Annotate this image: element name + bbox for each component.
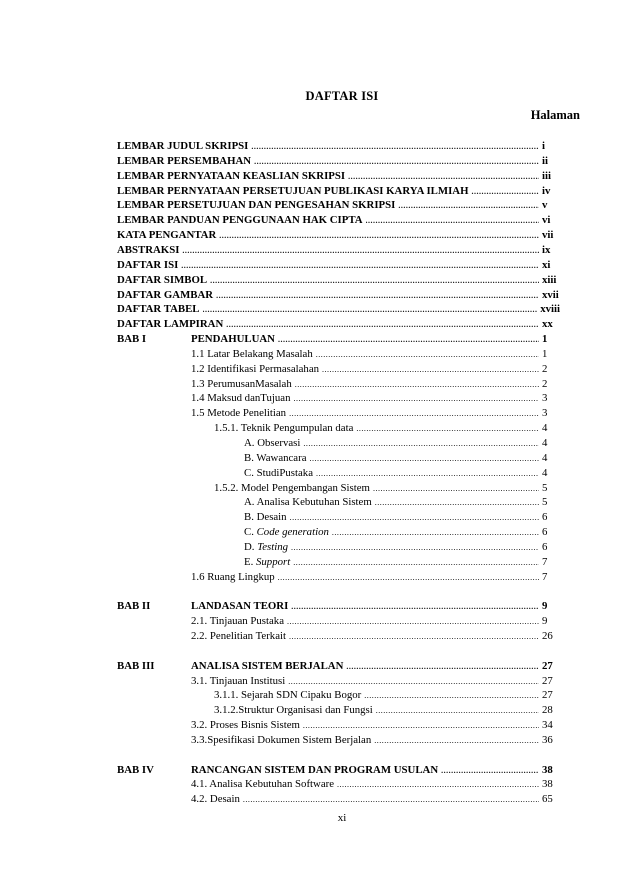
toc-entry-label: D. Testing bbox=[244, 540, 289, 553]
toc-page-number: 2 bbox=[542, 362, 548, 375]
toc-page-number: 9 bbox=[542, 615, 548, 628]
chapter-number: BAB IV bbox=[117, 763, 154, 776]
toc-page-number: xiii bbox=[542, 273, 557, 286]
leader-dots bbox=[366, 214, 539, 228]
toc-entry bbox=[117, 302, 560, 316]
toc-entry-label: 1.5.1. Teknik Pengumpulan data bbox=[214, 422, 354, 435]
leader-dots bbox=[375, 496, 539, 510]
toc-entry-label: RANCANGAN SISTEM DAN PROGRAM USULAN bbox=[191, 763, 439, 776]
toc-entry-label: 1.6 Ruang Lingkup bbox=[191, 570, 275, 583]
leader-dots bbox=[471, 185, 539, 199]
leader-dots bbox=[287, 615, 539, 629]
toc-entry bbox=[117, 198, 560, 212]
toc-entry-label: LEMBAR PERNYATAAN PERSETUJUAN PUBLIKASI KARYA ILMIAH bbox=[117, 184, 469, 197]
toc-entry-label: 2.1. Tinjauan Pustaka bbox=[191, 615, 284, 628]
toc-page-number: xi bbox=[542, 258, 551, 271]
toc-entry bbox=[214, 688, 560, 702]
toc-page-number: 1 bbox=[542, 347, 548, 360]
toc-entry bbox=[191, 659, 560, 673]
leader-dots bbox=[303, 719, 539, 733]
toc-entry-label: ANALISA SISTEM BERJALAN bbox=[191, 659, 344, 672]
toc-entry-label: 3.1.1. Sejarah SDN Cipaku Bogor bbox=[214, 689, 362, 702]
leader-dots bbox=[243, 793, 539, 807]
toc-entry bbox=[244, 525, 560, 539]
leader-dots bbox=[295, 378, 539, 392]
toc-page-number: 4 bbox=[542, 451, 548, 464]
chapter-number: BAB III bbox=[117, 659, 155, 672]
toc-entry bbox=[244, 510, 560, 524]
toc-page-number: ix bbox=[542, 243, 551, 256]
toc-entry bbox=[117, 228, 560, 242]
toc-page-number: 27 bbox=[542, 674, 553, 687]
toc-entry bbox=[244, 466, 560, 480]
toc-entry-label: DAFTAR GAMBAR bbox=[117, 288, 214, 301]
toc-page-number: 28 bbox=[542, 704, 553, 717]
toc-page-number: 27 bbox=[542, 689, 553, 702]
leader-dots bbox=[293, 556, 539, 570]
leader-dots bbox=[181, 259, 539, 273]
toc-entry-label: DAFTAR ISI bbox=[117, 258, 179, 271]
leader-dots bbox=[293, 392, 539, 406]
toc-entry bbox=[244, 540, 560, 554]
toc-page-number: xvii bbox=[542, 288, 559, 301]
chapter-number: BAB I bbox=[117, 333, 147, 346]
toc-entry bbox=[117, 139, 560, 153]
toc-entry bbox=[191, 391, 560, 405]
toc-entry-label: KATA PENGANTAR bbox=[117, 229, 217, 242]
toc-entry bbox=[191, 792, 560, 806]
leader-dots bbox=[322, 363, 539, 377]
toc-entry-label: 4.2. Desain bbox=[191, 793, 240, 806]
toc-entry-label: 3.1. Tinjauan Institusi bbox=[191, 674, 286, 687]
toc-entry-label: 3.1.2.Struktur Organisasi dan Fungsi bbox=[214, 704, 373, 717]
leader-dots bbox=[278, 333, 539, 347]
toc-entry-label: DAFTAR SIMBOL bbox=[117, 273, 208, 286]
toc-entry bbox=[214, 481, 560, 495]
toc-entry bbox=[191, 733, 560, 747]
toc-entry bbox=[191, 763, 560, 777]
toc-page-number: xx bbox=[542, 318, 553, 331]
toc-entry-label: 1.1 Latar Belakang Masalah bbox=[191, 347, 313, 360]
toc-entry-label: DAFTAR TABEL bbox=[117, 303, 200, 316]
leader-dots bbox=[309, 452, 539, 466]
leader-dots bbox=[374, 734, 539, 748]
toc-page-number: vii bbox=[542, 229, 554, 242]
toc-page-number: 6 bbox=[542, 511, 548, 524]
page-number: xi bbox=[337, 812, 347, 824]
leader-dots bbox=[290, 511, 539, 525]
toc-entry bbox=[117, 169, 560, 183]
toc-page-number: 7 bbox=[542, 555, 548, 568]
leader-dots bbox=[303, 437, 539, 451]
toc-entry-label: LANDASAN TEORI bbox=[191, 600, 289, 613]
toc-page-number: 26 bbox=[542, 630, 553, 642]
toc-page-number: xviii bbox=[540, 303, 560, 316]
toc-page-number: iv bbox=[542, 184, 551, 197]
leader-dots bbox=[216, 289, 539, 303]
toc-entry-label: 2.2. Penelitian Terkait bbox=[191, 630, 286, 642]
toc-entry-label: 3.2. Proses Bisnis Sistem bbox=[191, 719, 300, 732]
leader-dots bbox=[182, 244, 539, 258]
toc-entry-label: B. Desain bbox=[244, 511, 287, 524]
toc-entry bbox=[191, 377, 560, 391]
toc-page-number: 1 bbox=[542, 333, 548, 346]
toc-page-number: 4 bbox=[542, 466, 548, 479]
toc-entry-label: 1.5.2. Model Pengembangan Sistem bbox=[214, 481, 370, 494]
toc-entry-label: ABSTRAKSI bbox=[117, 243, 180, 256]
toc-entry bbox=[191, 362, 560, 376]
leader-dots bbox=[337, 778, 539, 792]
toc-entry-label: C. Code generation bbox=[244, 526, 329, 539]
leader-dots bbox=[226, 318, 539, 332]
toc-page-number: 4 bbox=[542, 437, 548, 449]
toc-entry bbox=[191, 570, 560, 584]
toc-entry bbox=[244, 555, 560, 569]
toc-entry-label: 1.2 Identifikasi Permasalahan bbox=[191, 362, 320, 375]
leader-dots bbox=[289, 407, 539, 421]
toc-entry bbox=[117, 258, 560, 272]
leader-dots bbox=[348, 170, 539, 184]
toc-entry-label: LEMBAR PERSEMBAHAN bbox=[117, 154, 252, 167]
toc-page-number: 38 bbox=[542, 763, 553, 776]
toc-page-number: 7 bbox=[542, 570, 548, 583]
toc-page-number: 4 bbox=[542, 422, 548, 435]
leader-dots bbox=[289, 630, 539, 644]
toc-page-number: 36 bbox=[542, 733, 553, 746]
toc-page-number: 9 bbox=[542, 600, 548, 613]
leader-dots bbox=[210, 274, 539, 288]
toc-entry bbox=[117, 243, 560, 257]
toc-entry-label: LEMBAR JUDUL SKRIPSI bbox=[117, 140, 249, 152]
toc-page-number: 3 bbox=[542, 407, 548, 420]
leader-dots bbox=[203, 303, 538, 317]
toc-page-number: vi bbox=[542, 214, 551, 227]
toc-entry-label: 4.1. Analisa Kebutuhan Software bbox=[191, 778, 335, 791]
toc-entry bbox=[117, 317, 560, 331]
leader-dots bbox=[316, 348, 539, 362]
toc-entry-label: A. Analisa Kebutuhan Sistem bbox=[244, 496, 372, 509]
toc-entry-label: LEMBAR PERNYATAAN KEASLIAN SKRIPSI bbox=[117, 169, 346, 182]
toc-entry bbox=[244, 451, 560, 465]
toc-entry bbox=[191, 406, 560, 420]
toc-entry-label: B. Wawancara bbox=[244, 451, 307, 464]
toc-entry bbox=[191, 777, 560, 791]
toc-entry bbox=[244, 495, 560, 509]
toc-entry-label: LEMBAR PERSETUJUAN DAN PENGESAHAN SKRIPSI bbox=[117, 199, 396, 212]
toc-entry-label: A. Observasi bbox=[244, 437, 301, 449]
toc-entry bbox=[191, 718, 560, 732]
toc-entry bbox=[244, 436, 560, 450]
leader-dots bbox=[291, 541, 539, 555]
toc-entry bbox=[191, 599, 560, 613]
toc-entry bbox=[117, 154, 560, 168]
toc-entry bbox=[191, 674, 560, 688]
toc-page-number: 27 bbox=[542, 659, 553, 672]
leader-dots bbox=[288, 675, 539, 689]
toc-page-number: i bbox=[542, 140, 545, 152]
toc-entry bbox=[191, 332, 560, 346]
leader-dots bbox=[373, 482, 539, 496]
leader-dots bbox=[219, 229, 539, 243]
toc-page-number: iii bbox=[542, 169, 551, 182]
toc-entry bbox=[191, 614, 560, 628]
toc-page-number: 3 bbox=[542, 392, 548, 405]
toc-entry bbox=[117, 273, 560, 287]
page-title: DAFTAR ISI bbox=[305, 89, 379, 103]
toc-entry bbox=[191, 347, 560, 361]
toc-entry-label: 3.3.Spesifikasi Dokumen Sistem Berjalan bbox=[191, 733, 372, 746]
toc-page-number: 34 bbox=[542, 719, 553, 732]
leader-dots bbox=[376, 704, 539, 718]
leader-dots bbox=[364, 689, 539, 703]
leader-dots bbox=[346, 660, 539, 674]
toc-page-number: 6 bbox=[542, 540, 548, 553]
leader-dots bbox=[356, 422, 539, 436]
leader-dots bbox=[316, 467, 539, 481]
toc-page-number: 5 bbox=[542, 481, 548, 494]
toc-page-number: 38 bbox=[542, 778, 553, 791]
halaman-header: Halaman bbox=[530, 108, 580, 122]
leader-dots bbox=[254, 155, 539, 169]
leader-dots bbox=[278, 571, 539, 585]
leader-dots bbox=[441, 764, 539, 778]
toc-page-number: 5 bbox=[542, 496, 548, 509]
toc-entry bbox=[191, 629, 560, 643]
toc-page-number: v bbox=[542, 199, 548, 212]
toc-entry bbox=[117, 184, 560, 198]
toc-page-number: 2 bbox=[542, 377, 548, 390]
chapter-number: BAB II bbox=[117, 600, 151, 613]
toc-entry-label: DAFTAR LAMPIRAN bbox=[117, 318, 224, 331]
leader-dots bbox=[251, 140, 539, 154]
toc-entry-label: 1.5 Metode Penelitian bbox=[191, 407, 287, 420]
toc-page-number: ii bbox=[542, 154, 548, 167]
toc-entry bbox=[214, 421, 560, 435]
toc-page-number: 6 bbox=[542, 526, 548, 539]
toc-entry-label: E. Support bbox=[244, 555, 291, 568]
toc-entry-label: C. StudiPustaka bbox=[244, 466, 313, 479]
leader-dots bbox=[398, 199, 539, 213]
toc-entry bbox=[117, 213, 560, 227]
toc-entry-label: LEMBAR PANDUAN PENGGUNAAN HAK CIPTA bbox=[117, 214, 363, 227]
toc-entry-label: 1.4 Maksud danTujuan bbox=[191, 392, 291, 405]
toc-entry-label: 1.3 PerumusanMasalah bbox=[191, 377, 292, 390]
toc-entry-label: PENDAHULUAN bbox=[191, 333, 275, 346]
toc-entry bbox=[117, 288, 560, 302]
toc-entry bbox=[214, 703, 560, 717]
toc-page-number: 65 bbox=[542, 793, 553, 806]
leader-dots bbox=[291, 600, 539, 614]
leader-dots bbox=[332, 526, 539, 540]
